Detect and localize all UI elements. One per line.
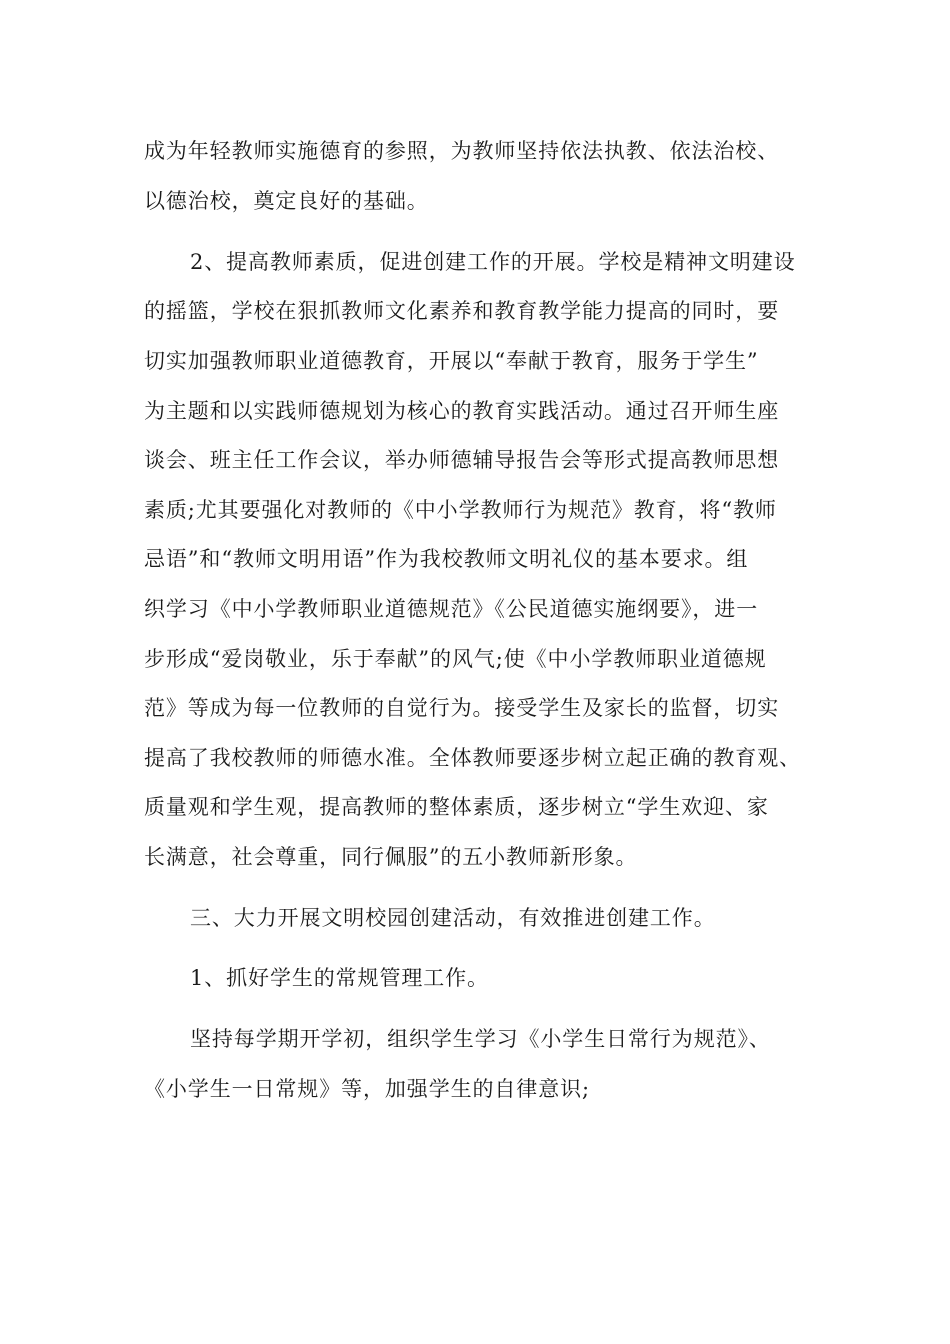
text-line: 《小学生一日常规》等，加强学生的自律意识;: [144, 1077, 590, 1101]
text-line: 质量观和学生观，提高教师的整体素质，逐步树立“学生欢迎、家: [144, 795, 769, 819]
section-heading: 三、大力开展文明校园创建活动，有效推进创建工作。: [190, 906, 716, 930]
text-line: 素质;尤其要强化对教师的《中小学教师行为规范》教育，将“教师: [144, 498, 777, 522]
text-line: 2、提高教师素质，促进创建工作的开展。学校是精神文明建设: [190, 250, 796, 274]
text-line: 提高了我校教师的师德水准。全体教师要逐步树立起正确的教育观、: [144, 746, 801, 770]
text-line: 步形成“爱岗敬业，乐于奉献”的风气;使《中小学教师职业道德规: [144, 647, 767, 671]
text-line: 织学习《中小学教师职业道德规范》《公民道德实施纲要》，进一: [144, 597, 759, 621]
text-line: 成为年轻教师实施德育的参照，为教师坚持依法执教、依法治校、: [144, 139, 780, 163]
text-line: 为主题和以实践师德规划为核心的教育实践活动。通过召开师生座: [144, 399, 780, 423]
subsection-heading: 1、抓好学生的常规管理工作。: [190, 966, 489, 990]
text-line: 长满意，社会尊重，同行佩服”的五小教师新形象。: [144, 845, 638, 869]
text-line: 以德治校，奠定良好的基础。: [144, 189, 429, 213]
text-line: 的摇篮，学校在狠抓教师文化素养和教育教学能力提高的同时，要: [144, 299, 780, 323]
text-line: 忌语”和“教师文明用语”作为我校教师文明礼仪的基本要求。组: [144, 547, 749, 571]
text-line: 谈会、班主任工作会议，举办师德辅导报告会等形式提高教师思想: [144, 448, 780, 472]
text-line: 坚持每学期开学初，组织学生学习《小学生日常行为规范》、: [190, 1027, 771, 1051]
text-line: 切实加强教师职业道德教育，开展以“奉献于教育，服务于学生”: [144, 349, 759, 373]
text-line: 范》等成为每一位教师的自觉行为。接受学生及家长的监督，切实: [144, 696, 780, 720]
